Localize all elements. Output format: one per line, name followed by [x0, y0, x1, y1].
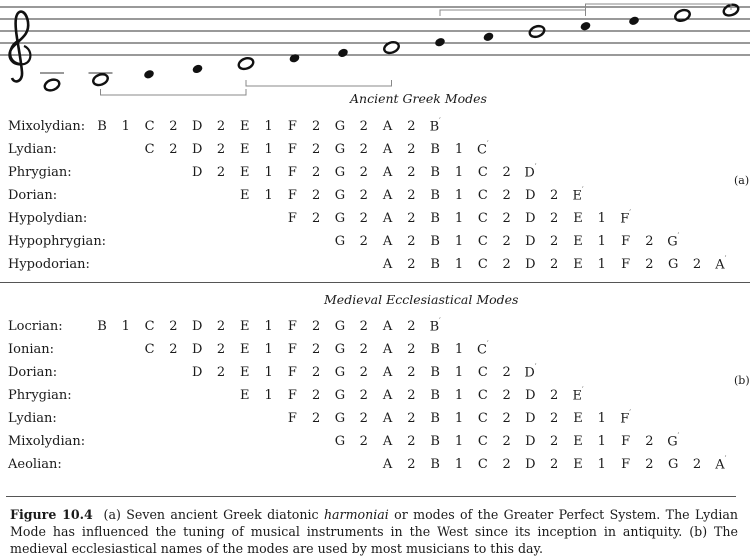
section-title-medieval: Medieval Ecclesiastical Modes: [324, 292, 519, 307]
interval-cell: 2: [502, 457, 511, 472]
note-cell: D: [525, 211, 536, 226]
note-cell: C: [477, 365, 488, 380]
caption-label: Figure 10.4: [10, 507, 93, 522]
note-cell: A: [382, 257, 393, 272]
interval-cell: 2: [312, 188, 321, 203]
whole-note: [674, 8, 692, 23]
note-cell: E′: [572, 186, 584, 204]
interval-cell: 2: [502, 434, 511, 449]
whole-note: [237, 56, 255, 71]
interval-cell: 2: [359, 319, 368, 334]
note-cell: C: [144, 119, 155, 134]
note-cell: C: [144, 319, 155, 334]
interval-cell: 1: [454, 188, 464, 203]
note-cell: D: [525, 457, 536, 472]
interval-cell: 2: [216, 365, 226, 380]
octave-mark: ′: [581, 186, 584, 194]
interval-cell: 2: [502, 234, 511, 249]
filled-note: [191, 63, 203, 74]
note-cell: B: [430, 365, 440, 380]
note-cell: B: [430, 234, 440, 249]
interval-cell: 2: [312, 319, 321, 334]
interval-cell: 2: [550, 411, 559, 426]
note-cell: C: [477, 188, 488, 203]
interval-cell: 2: [169, 319, 178, 334]
whole-note: [43, 78, 61, 93]
interval-cell: 1: [264, 119, 273, 134]
filled-note: [337, 47, 349, 58]
note-cell: A: [382, 234, 393, 249]
mode-name: Locrian:: [8, 319, 63, 334]
interval-cell: 2: [359, 388, 368, 403]
note-cell: G: [667, 257, 679, 272]
section-tag-b: (b): [734, 374, 750, 387]
note-cell: A′: [715, 455, 727, 473]
note-cell: C: [144, 142, 155, 157]
note-cell: E: [240, 119, 250, 134]
caption-divider: [6, 496, 736, 497]
interval-cell: 2: [216, 342, 226, 357]
mode-name: Phrygian:: [8, 165, 72, 180]
interval-cell: 2: [359, 234, 368, 249]
note-cell: B: [430, 342, 440, 357]
note-cell: D: [525, 434, 536, 449]
octave-mark: ′: [629, 409, 631, 417]
note-cell: A′: [715, 255, 727, 273]
filled-note: [628, 15, 640, 26]
interval-cell: 1: [454, 257, 464, 272]
note-cell: C: [477, 457, 488, 472]
interval-cell: 2: [407, 365, 416, 380]
caption-italic: harmoniai: [323, 507, 389, 522]
note-cell: D: [525, 234, 536, 249]
interval-cell: 2: [407, 457, 416, 472]
interval-cell: 2: [359, 188, 368, 203]
note-cell: B′: [429, 117, 441, 135]
mode-name: Phrygian:: [8, 388, 72, 403]
note-cell: F: [287, 365, 297, 380]
mode-name: Lydian:: [8, 142, 57, 157]
caption-part2: or modes of the Greater Perfect System. The Lydian Mode has influenced the tuning of musical instruments in the West since its inception in antiquity. (b) The medieval ecclesiastical names of the modes are used by most musicians to this day.: [10, 507, 738, 556]
note-cell: E′: [572, 386, 584, 404]
interval-cell: 2: [502, 188, 511, 203]
octave-mark: ′: [439, 117, 441, 125]
figure-caption: [10, 506, 738, 557]
note-cell: C: [144, 342, 155, 357]
interval-cell: 2: [502, 365, 511, 380]
whole-note: [92, 72, 110, 87]
interval-cell: 2: [645, 234, 654, 249]
note-cell: E: [573, 411, 583, 426]
note-cell: G: [334, 388, 346, 403]
note-cell: E: [573, 457, 583, 472]
note-cell: F: [287, 319, 297, 334]
note-cell: B: [430, 257, 440, 272]
note-cell: E: [573, 234, 583, 249]
note-cell: D: [525, 411, 536, 426]
note-cell: B: [430, 434, 440, 449]
interval-cell: 1: [597, 211, 606, 226]
interval-cell: 2: [216, 319, 226, 334]
note-cell: C: [477, 211, 488, 226]
note-cell: C: [477, 388, 488, 403]
note-cell: F: [621, 257, 631, 272]
note-cell: F′: [620, 409, 631, 427]
octave-mark: ′: [724, 255, 727, 263]
interval-cell: 1: [597, 457, 606, 472]
note-cell: B: [430, 411, 440, 426]
interval-cell: 2: [502, 388, 511, 403]
interval-cell: 2: [407, 434, 416, 449]
octave-mark: ′: [534, 163, 537, 171]
note-cell: C: [477, 257, 488, 272]
note-cell: C′: [477, 340, 489, 358]
interval-cell: 1: [597, 234, 606, 249]
note-cell: G: [667, 457, 679, 472]
note-cell: D: [525, 257, 536, 272]
mode-name: Hypolydian:: [8, 211, 88, 226]
interval-cell: 2: [645, 257, 654, 272]
interval-cell: 2: [312, 165, 321, 180]
interval-cell: 2: [407, 188, 416, 203]
mode-name: Ionian:: [8, 342, 54, 357]
note-cell: A: [382, 388, 393, 403]
octave-mark: ′: [677, 232, 680, 240]
note-cell: D: [191, 119, 203, 134]
note-cell: D′: [524, 363, 537, 381]
note-cell: B: [430, 388, 440, 403]
note-cell: A: [382, 365, 393, 380]
note-cell: E: [240, 319, 250, 334]
interval-cell: 2: [359, 165, 368, 180]
note-cell: F: [287, 119, 297, 134]
octave-mark: ′: [486, 340, 489, 348]
octave-mark: ′: [534, 363, 537, 371]
section-tag-a: (a): [734, 174, 750, 187]
tetrachord-bracket: [101, 89, 247, 95]
note-cell: B: [430, 188, 440, 203]
mode-name: Dorian:: [8, 188, 58, 203]
section-divider: [0, 282, 750, 283]
note-cell: F: [287, 165, 297, 180]
note-cell: B: [430, 165, 440, 180]
octave-mark: ′: [581, 386, 584, 394]
musical-staff: [0, 0, 750, 100]
note-cell: B: [430, 211, 440, 226]
interval-cell: 2: [359, 142, 368, 157]
note-cell: C: [477, 411, 488, 426]
interval-cell: 1: [264, 388, 273, 403]
interval-cell: 2: [407, 165, 416, 180]
note-cell: G: [334, 319, 346, 334]
interval-cell: 2: [169, 119, 178, 134]
interval-cell: 1: [454, 411, 464, 426]
filled-note: [579, 21, 591, 32]
interval-cell: 2: [550, 457, 559, 472]
note-cell: F: [287, 142, 297, 157]
interval-cell: 2: [407, 257, 416, 272]
note-cell: G: [334, 234, 346, 249]
note-cell: E: [240, 388, 250, 403]
note-cell: G: [334, 411, 346, 426]
octave-mark: ′: [486, 140, 489, 148]
section-title-ancient: Ancient Greek Modes: [350, 91, 487, 106]
mode-name: Hypodorian:: [8, 257, 90, 272]
note-cell: F′: [620, 209, 631, 227]
note-cell: A: [382, 119, 393, 134]
interval-cell: 2: [216, 142, 226, 157]
interval-cell: 2: [550, 234, 559, 249]
note-cell: A: [382, 411, 393, 426]
interval-cell: 2: [502, 211, 511, 226]
note-cell: E: [240, 365, 250, 380]
tetrachord-bracket: [440, 10, 586, 16]
note-cell: E: [240, 165, 250, 180]
note-cell: F: [287, 342, 297, 357]
interval-cell: 2: [312, 211, 321, 226]
note-cell: D: [191, 165, 203, 180]
mode-name: Hypophrygian:: [8, 234, 107, 249]
interval-cell: 1: [264, 165, 273, 180]
interval-cell: 2: [359, 211, 368, 226]
note-cell: D: [191, 319, 203, 334]
caption-part1: (a) Seven ancient Greek diatonic: [103, 507, 319, 522]
note-cell: A: [382, 342, 393, 357]
note-cell: D′: [524, 163, 537, 181]
note-cell: A: [382, 165, 393, 180]
note-cell: A: [382, 188, 393, 203]
interval-cell: 2: [169, 342, 178, 357]
note-cell: C′: [477, 140, 489, 158]
note-cell: C: [477, 165, 488, 180]
interval-cell: 2: [216, 119, 226, 134]
note-cell: E: [573, 434, 583, 449]
interval-cell: 1: [597, 257, 606, 272]
interval-cell: 2: [407, 119, 416, 134]
note-cell: B: [430, 457, 440, 472]
interval-cell: 2: [550, 211, 559, 226]
interval-cell: 2: [407, 211, 416, 226]
note-cell: F: [621, 434, 631, 449]
interval-cell: 2: [502, 411, 511, 426]
interval-cell: 2: [502, 257, 511, 272]
mode-name: Mixolydian:: [8, 434, 86, 449]
note-cell: B: [430, 142, 440, 157]
note-cell: B: [97, 119, 107, 134]
note-cell: F: [287, 188, 297, 203]
interval-cell: 2: [312, 142, 321, 157]
filled-note: [143, 69, 155, 80]
interval-cell: 1: [454, 342, 464, 357]
interval-cell: 2: [502, 165, 511, 180]
note-cell: G′: [667, 432, 680, 450]
interval-cell: 1: [597, 411, 606, 426]
interval-cell: 2: [407, 342, 416, 357]
interval-cell: 2: [312, 342, 321, 357]
interval-cell: 2: [359, 119, 368, 134]
note-cell: E: [240, 142, 250, 157]
mode-name: Mixolydian:: [8, 119, 86, 134]
filled-note: [434, 37, 446, 48]
interval-cell: 1: [454, 211, 464, 226]
note-cell: A: [382, 211, 393, 226]
note-cell: A: [382, 457, 393, 472]
note-cell: G: [334, 434, 346, 449]
note-cell: G: [334, 188, 346, 203]
interval-cell: 2: [312, 119, 321, 134]
interval-cell: 2: [550, 388, 559, 403]
note-cell: C: [477, 434, 488, 449]
interval-cell: 1: [264, 342, 273, 357]
interval-cell: 2: [407, 234, 416, 249]
octave-mark: ′: [677, 432, 680, 440]
interval-cell: 1: [454, 457, 464, 472]
interval-cell: 1: [454, 142, 464, 157]
interval-cell: 2: [645, 434, 654, 449]
note-cell: G: [334, 142, 346, 157]
octave-mark: ′: [724, 455, 727, 463]
interval-cell: 2: [312, 365, 321, 380]
note-cell: G: [334, 211, 346, 226]
interval-cell: 1: [264, 142, 273, 157]
note-cell: E: [240, 188, 250, 203]
note-cell: D: [191, 365, 203, 380]
filled-note: [482, 31, 494, 42]
interval-cell: 1: [454, 234, 464, 249]
note-cell: G: [334, 365, 346, 380]
interval-cell: 1: [264, 365, 273, 380]
octave-mark: ′: [439, 317, 441, 325]
interval-cell: 2: [550, 188, 559, 203]
interval-cell: 2: [407, 411, 416, 426]
note-cell: E: [240, 342, 250, 357]
note-cell: D: [525, 388, 536, 403]
mode-name: Lydian:: [8, 411, 57, 426]
interval-cell: 2: [169, 142, 178, 157]
interval-cell: 2: [359, 434, 368, 449]
note-cell: D: [191, 342, 203, 357]
note-cell: E: [573, 257, 583, 272]
interval-cell: 2: [359, 411, 368, 426]
mode-name: Dorian:: [8, 365, 58, 380]
interval-cell: 1: [264, 319, 273, 334]
interval-cell: 2: [216, 165, 226, 180]
interval-cell: 2: [550, 257, 559, 272]
interval-cell: 2: [359, 342, 368, 357]
interval-cell: 1: [264, 188, 273, 203]
note-cell: B: [97, 319, 107, 334]
interval-cell: 1: [454, 365, 464, 380]
interval-cell: 1: [121, 319, 130, 334]
mode-name: Aeolian:: [8, 457, 62, 472]
interval-cell: 2: [312, 411, 321, 426]
filled-note: [288, 53, 300, 64]
note-cell: F: [287, 388, 297, 403]
note-cell: F: [621, 234, 631, 249]
interval-cell: 2: [359, 365, 368, 380]
note-cell: E: [573, 211, 583, 226]
note-cell: G: [334, 342, 346, 357]
note-cell: A: [382, 434, 393, 449]
note-cell: D: [525, 188, 536, 203]
interval-cell: 2: [550, 434, 559, 449]
interval-cell: 2: [407, 319, 416, 334]
whole-note: [383, 40, 401, 55]
note-cell: A: [382, 142, 393, 157]
note-cell: C: [477, 234, 488, 249]
interval-cell: 1: [121, 119, 130, 134]
interval-cell: 2: [692, 457, 702, 472]
octave-mark: ′: [629, 209, 631, 217]
note-cell: B′: [429, 317, 441, 335]
note-cell: D: [191, 142, 203, 157]
note-cell: A: [382, 319, 393, 334]
interval-cell: 1: [597, 434, 606, 449]
interval-cell: 2: [407, 142, 416, 157]
interval-cell: 2: [645, 457, 654, 472]
note-cell: F: [621, 457, 631, 472]
interval-cell: 1: [454, 388, 464, 403]
tetrachord-bracket: [246, 80, 392, 86]
interval-cell: 2: [407, 388, 416, 403]
interval-cell: 1: [454, 165, 464, 180]
note-cell: G: [334, 165, 346, 180]
note-cell: G′: [667, 232, 680, 250]
note-cell: F: [287, 211, 297, 226]
interval-cell: 2: [692, 257, 702, 272]
note-cell: F: [287, 411, 297, 426]
interval-cell: 2: [312, 388, 321, 403]
interval-cell: 1: [454, 434, 464, 449]
note-cell: G: [334, 119, 346, 134]
